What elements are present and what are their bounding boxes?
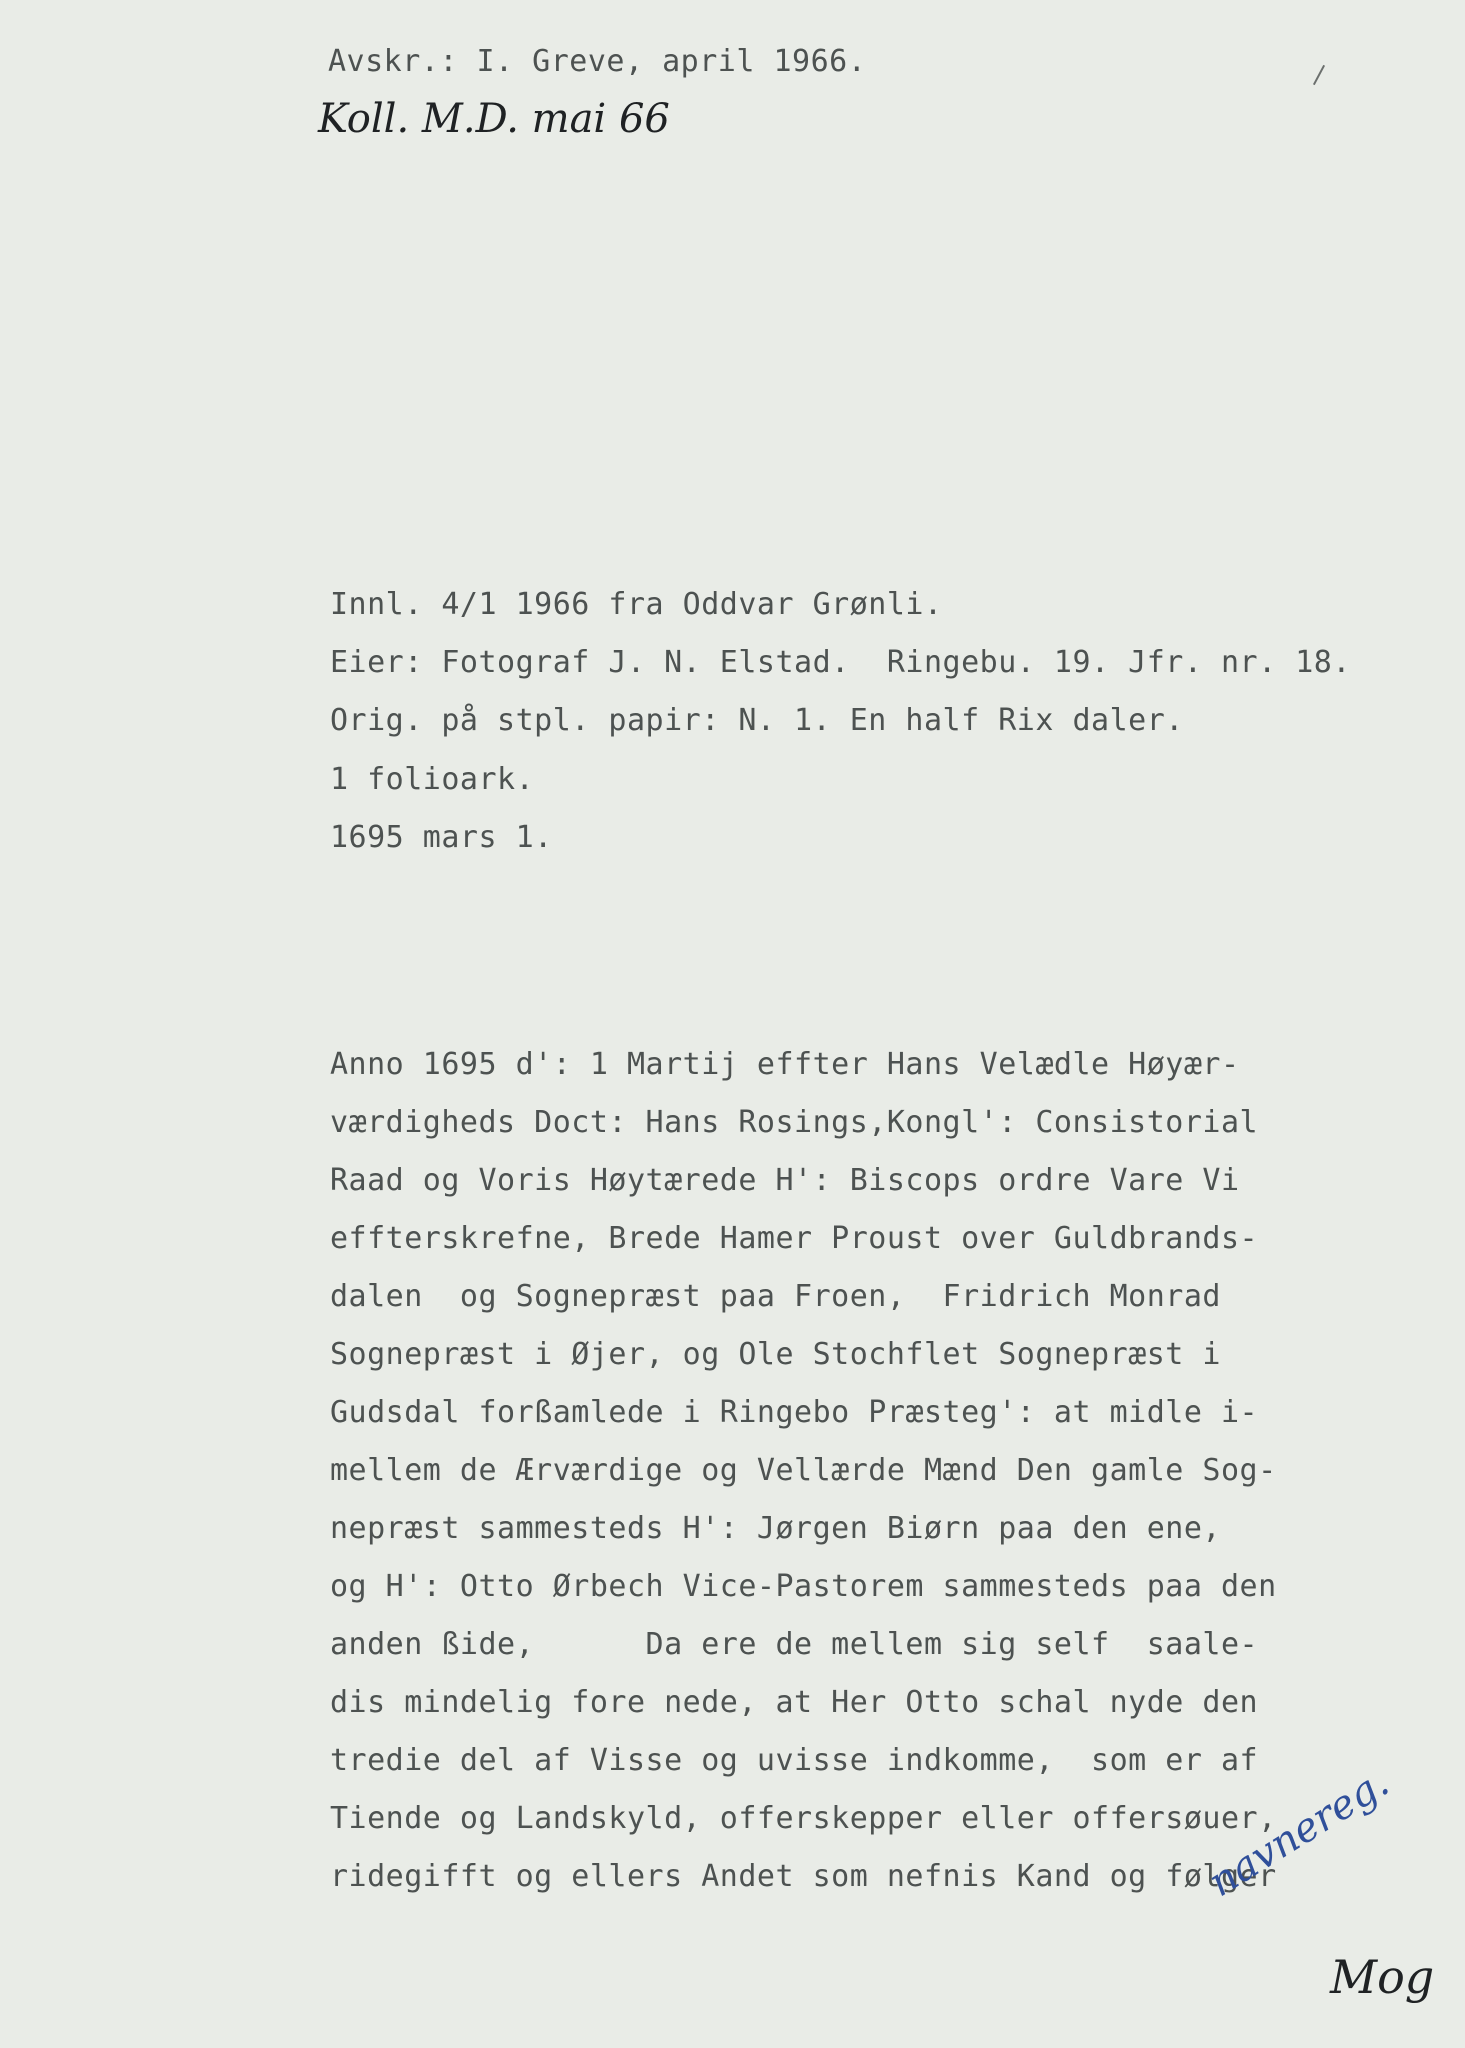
body-line: Gudsdal forßamlede i Ringebo Præsteg': at midle i- [330, 1395, 1259, 1430]
body-line: Sognepræst i Øjer, og Ole Stochflet Sognepræst i [330, 1337, 1221, 1372]
body-line: dalen og Sognepræst paa Froen, Fridrich Monrad [330, 1279, 1221, 1314]
name-register-stamp: navnereg. [1200, 1759, 1397, 1906]
body-line: tredie del af Visse og uvisse indkomme, som er af [330, 1743, 1259, 1778]
handwritten-collation-note: Koll. M.D. mai 66 [318, 96, 670, 142]
body-line: dis mindelig fore nede, at Her Otto schal nyde den [330, 1685, 1259, 1720]
metadata-line: Innl. 4/1 1966 fra Oddvar Grønli. [330, 587, 943, 622]
body-line: Raad og Voris Høytærede H': Biscops ordre Vare Vi [330, 1163, 1240, 1198]
body-line: mellem de Ærværdige og Vellærde Mænd Den gamle Sog- [330, 1453, 1277, 1488]
body-line: Tiende og Landskyld, offerskepper eller offersøuer, [330, 1801, 1277, 1836]
body-line: ridegifft og ellers Andet som nefnis Kand og følger [330, 1859, 1277, 1894]
body-line: værdigheds Doct: Hans Rosings,Kongl': Consistorial [330, 1105, 1259, 1140]
body-line: anden ßide, Da ere de mellem sig self saale- [330, 1627, 1259, 1662]
corner-initials: Mog [1330, 1950, 1435, 2004]
transcription-note: Avskr.: I. Greve, april 1966. [328, 44, 867, 79]
margin-tick-mark [1313, 65, 1325, 85]
body-line: og H': Otto Ørbech Vice-Pastorem sammesteds paa den [330, 1569, 1277, 1604]
body-line: nepræst sammesteds H': Jørgen Biørn paa den ene, [330, 1511, 1221, 1546]
metadata-line: Eier: Fotograf J. N. Elstad. Ringebu. 19. Jfr. nr. 18. [330, 645, 1351, 680]
metadata-line: 1695 mars 1. [330, 820, 553, 855]
metadata-line: Orig. på stpl. papir: N. 1. En half Rix daler. [330, 703, 1184, 738]
body-line: effterskrefne, Brede Hamer Proust over Guldbrands- [330, 1221, 1259, 1256]
metadata-line: 1 folioark. [330, 762, 535, 797]
body-line: Anno 1695 d': 1 Martij effter Hans Velædle Høyær- [330, 1047, 1240, 1082]
